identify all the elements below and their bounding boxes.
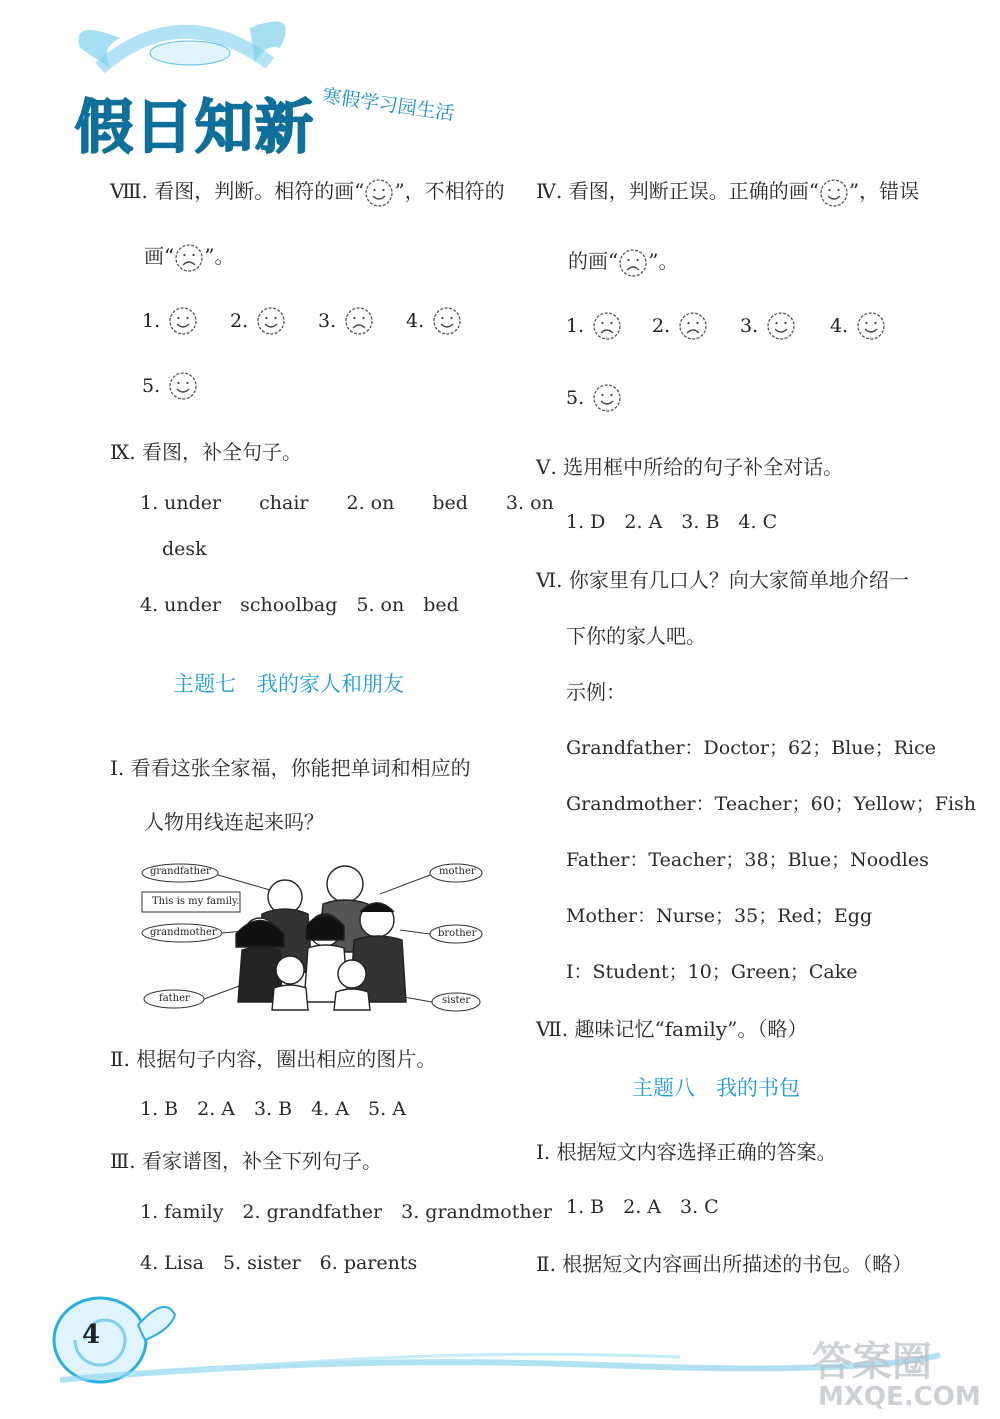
left-q9-line2: desk: [162, 538, 207, 560]
t7-q3-line2: 4. Lisa 5. sister 6. parents: [140, 1252, 418, 1274]
label-grandmother: grandmother: [150, 927, 217, 938]
sad-face-icon: [618, 248, 648, 278]
answer-number: 3.: [740, 315, 759, 337]
left-q9-title: Ⅸ. 看图，补全句子。: [110, 440, 303, 464]
smile-face-icon: [168, 371, 198, 401]
answer-number: 1.: [566, 315, 585, 337]
label-father: father: [159, 993, 190, 1004]
page-number: 4: [82, 1320, 101, 1350]
logo-title: 假日知新: [75, 93, 316, 161]
sad-face-icon: [592, 311, 622, 341]
face-answer-item: [830, 311, 886, 341]
left-q8-title: Ⅷ. 看图，判断。相符的画“ ”，不相符的: [110, 175, 505, 208]
topic-7-heading: 主题七 我的家人和朋友: [173, 672, 404, 696]
label-sister: sister: [442, 995, 471, 1006]
smile-face-icon: [856, 311, 886, 341]
t8-q1-title: Ⅰ. 根据短文内容选择正确的答案。: [536, 1140, 837, 1164]
right-q6-title: Ⅵ. 你家里有几口人？向大家简单地介绍一: [536, 568, 909, 592]
smile-face-icon: [364, 178, 394, 208]
face-answer-item: [740, 311, 796, 341]
left-q9-line1: 1. under chair 2. on bed 3. on: [140, 492, 554, 514]
t7-q1-title-line2: 人物用线连起来吗？: [144, 810, 324, 834]
right-q6-row: Grandfather：Doctor；62；Blue；Rice: [566, 737, 936, 759]
topic-8-heading: 主题八 我的书包: [632, 1076, 800, 1100]
t7-q3-line1: 1. family 2. grandfather 3. grandmother: [140, 1201, 552, 1223]
left-q8-title-line2: 画“ ”。: [144, 240, 234, 273]
label-this-is-my-family: This is my family.: [152, 896, 240, 907]
answer-number: 2.: [652, 315, 671, 337]
face-answer-item: [406, 306, 462, 336]
right-q6-row: I：Student；10；Green；Cake: [566, 961, 858, 983]
smile-face-icon: [432, 306, 462, 336]
sad-face-icon: [174, 243, 204, 273]
t8-q2-title: Ⅱ. 根据短文内容画出所描述的书包。（略）: [536, 1252, 913, 1276]
answer-number: 4.: [830, 315, 849, 337]
right-q6-example-label: 示例：: [566, 680, 626, 704]
right-q4-title: Ⅳ. 看图，判断正误。正确的画“ ”，错误: [536, 175, 919, 208]
face-answer-item: [230, 306, 286, 336]
smile-face-icon: [766, 311, 796, 341]
header-logo: [60, 8, 520, 161]
right-q6-row: Father：Teacher；38；Blue；Noodles: [566, 849, 929, 871]
face-answer-item: [566, 383, 622, 413]
right-q6-row: Grandmother：Teacher；60；Yellow；Fish: [566, 793, 977, 815]
watermark-url: MXQE.COM: [818, 1382, 981, 1412]
t7-q2-title: Ⅱ. 根据句子内容，圈出相应的图片。: [110, 1047, 437, 1071]
right-q6-title-line2: 下你的家人吧。: [566, 624, 706, 648]
answer-number: 2.: [230, 310, 249, 332]
family-picture: [140, 852, 485, 1017]
label-mother: mother: [439, 866, 476, 877]
t7-q3-title: Ⅲ. 看家谱图，补全下列句子。: [110, 1149, 383, 1173]
answer-number: 3.: [318, 310, 337, 332]
sad-face-icon: [678, 311, 708, 341]
left-q9-line3: 4. under schoolbag 5. on bed: [140, 594, 459, 616]
right-q5-title: Ⅴ. 选用框中所给的句子补全对话。: [536, 455, 844, 479]
watermark-logo: 答案圈: [812, 1339, 932, 1385]
right-q7-title: Ⅶ. 趣味记忆“family”。（略）: [536, 1017, 808, 1041]
smile-face-icon: [168, 306, 198, 336]
answer-number: 4.: [406, 310, 425, 332]
label-brother: brother: [438, 928, 477, 939]
smile-face-icon: [819, 178, 849, 208]
sad-face-icon: [344, 306, 374, 336]
right-q4-title-line2: 的画“ ”。: [568, 245, 678, 278]
right-q6-row: Mother：Nurse；35；Red；Egg: [566, 905, 873, 927]
answer-number: 1.: [142, 310, 161, 332]
t7-q1-title: Ⅰ. 看看这张全家福，你能把单词和相应的: [110, 756, 471, 780]
face-answer-item: [566, 311, 622, 341]
t7-q2-answers: 1. B 2. A 3. B 4. A 5. A: [140, 1098, 406, 1120]
face-answer-item: [318, 306, 374, 336]
smile-face-icon: [592, 383, 622, 413]
answer-number: 5.: [142, 375, 161, 397]
face-answer-item: [142, 306, 198, 336]
logo-subtitle: 寒假学习园生活: [320, 84, 456, 126]
t8-q1-answers: 1. B 2. A 3. C: [566, 1196, 719, 1218]
smile-face-icon: [256, 306, 286, 336]
face-answer-item: [142, 371, 198, 401]
face-answer-item: [652, 311, 708, 341]
label-grandfather: grandfather: [150, 866, 211, 877]
answer-number: 5.: [566, 387, 585, 409]
right-q5-answers: 1. D 2. A 3. B 4. C: [566, 511, 778, 533]
